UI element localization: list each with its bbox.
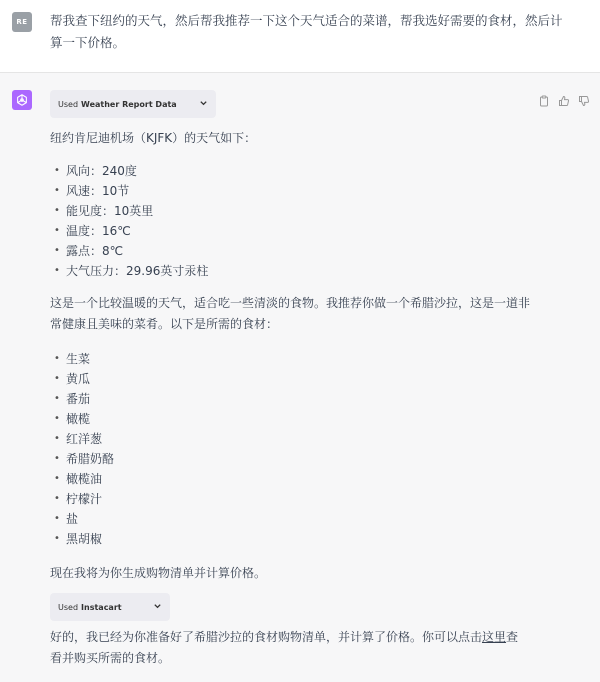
list-item: • 能见度：10英里 <box>54 201 208 221</box>
final-text-after: 查看并购买所需的食材。 <box>50 630 519 665</box>
assistant-message-row <box>0 73 600 682</box>
shopping-list-link[interactable]: 这里 <box>482 630 507 644</box>
weather-intro: 纽约肯尼迪机场（KJFK）的天气如下： <box>50 131 257 145</box>
tool-name: Instacart <box>81 602 122 612</box>
thumbs-down-icon[interactable] <box>578 92 590 104</box>
list-item: • 橄榄 <box>54 409 114 429</box>
list-item: • 生菜 <box>54 349 114 369</box>
list-item: • 风向：240度 <box>54 161 208 181</box>
list-item: • 柠檬汁 <box>54 489 114 509</box>
list-item: • 盐 <box>54 509 114 529</box>
final-message <box>50 627 530 669</box>
ingredients-list <box>54 349 114 549</box>
final-text-before: 好的，我已经为你准备好了希腊沙拉的食材购物清单，并计算了价格。你可以点击 <box>50 630 483 644</box>
list-item: • 番茄 <box>54 389 114 409</box>
list-item: • 温度：16℃ <box>54 221 208 241</box>
tool-instacart-pill[interactable] <box>50 593 170 621</box>
list-item: • 露点：8℃ <box>54 241 208 261</box>
list-item: • 风速：10节 <box>54 181 208 201</box>
user-avatar: RE <box>12 12 32 32</box>
tool-weather-report-pill[interactable] <box>50 90 216 118</box>
chevron-down-icon <box>153 602 162 613</box>
list-item: • 黑胡椒 <box>54 529 114 549</box>
clipboard-icon[interactable] <box>538 92 550 104</box>
tool-used-prefix: Used <box>58 99 79 109</box>
list-item: • 橄榄油 <box>54 469 114 489</box>
thumbs-up-icon[interactable] <box>558 92 570 104</box>
user-message-text: 帮我查下纽约的天气，然后帮我推荐一下这个天气适合的菜谱，帮我选好需要的食材，然后计算一下价格。 <box>50 13 563 50</box>
list-item: • 红洋葱 <box>54 429 114 449</box>
tool-used-prefix: Used <box>58 602 79 612</box>
list-item: • 黄瓜 <box>54 369 114 389</box>
openai-logo-icon <box>12 90 32 110</box>
shopping-intro: 现在我将为你生成购物清单并计算价格。 <box>50 566 267 580</box>
message-actions <box>538 92 590 104</box>
recommendation-text: 这是一个比较温暖的天气，适合吃一些清淡的食物。我推荐你做一个希腊沙拉，这是一道非常健康且美味的菜肴。以下是所需的食材： <box>50 296 531 331</box>
user-message-row <box>0 0 600 73</box>
list-item: • 大气压力：29.96英寸汞柱 <box>54 261 208 281</box>
list-item: • 希腊奶酪 <box>54 449 114 469</box>
tool-name: Weather Report Data <box>81 99 177 109</box>
chevron-down-icon <box>199 99 208 110</box>
weather-list <box>54 161 208 281</box>
